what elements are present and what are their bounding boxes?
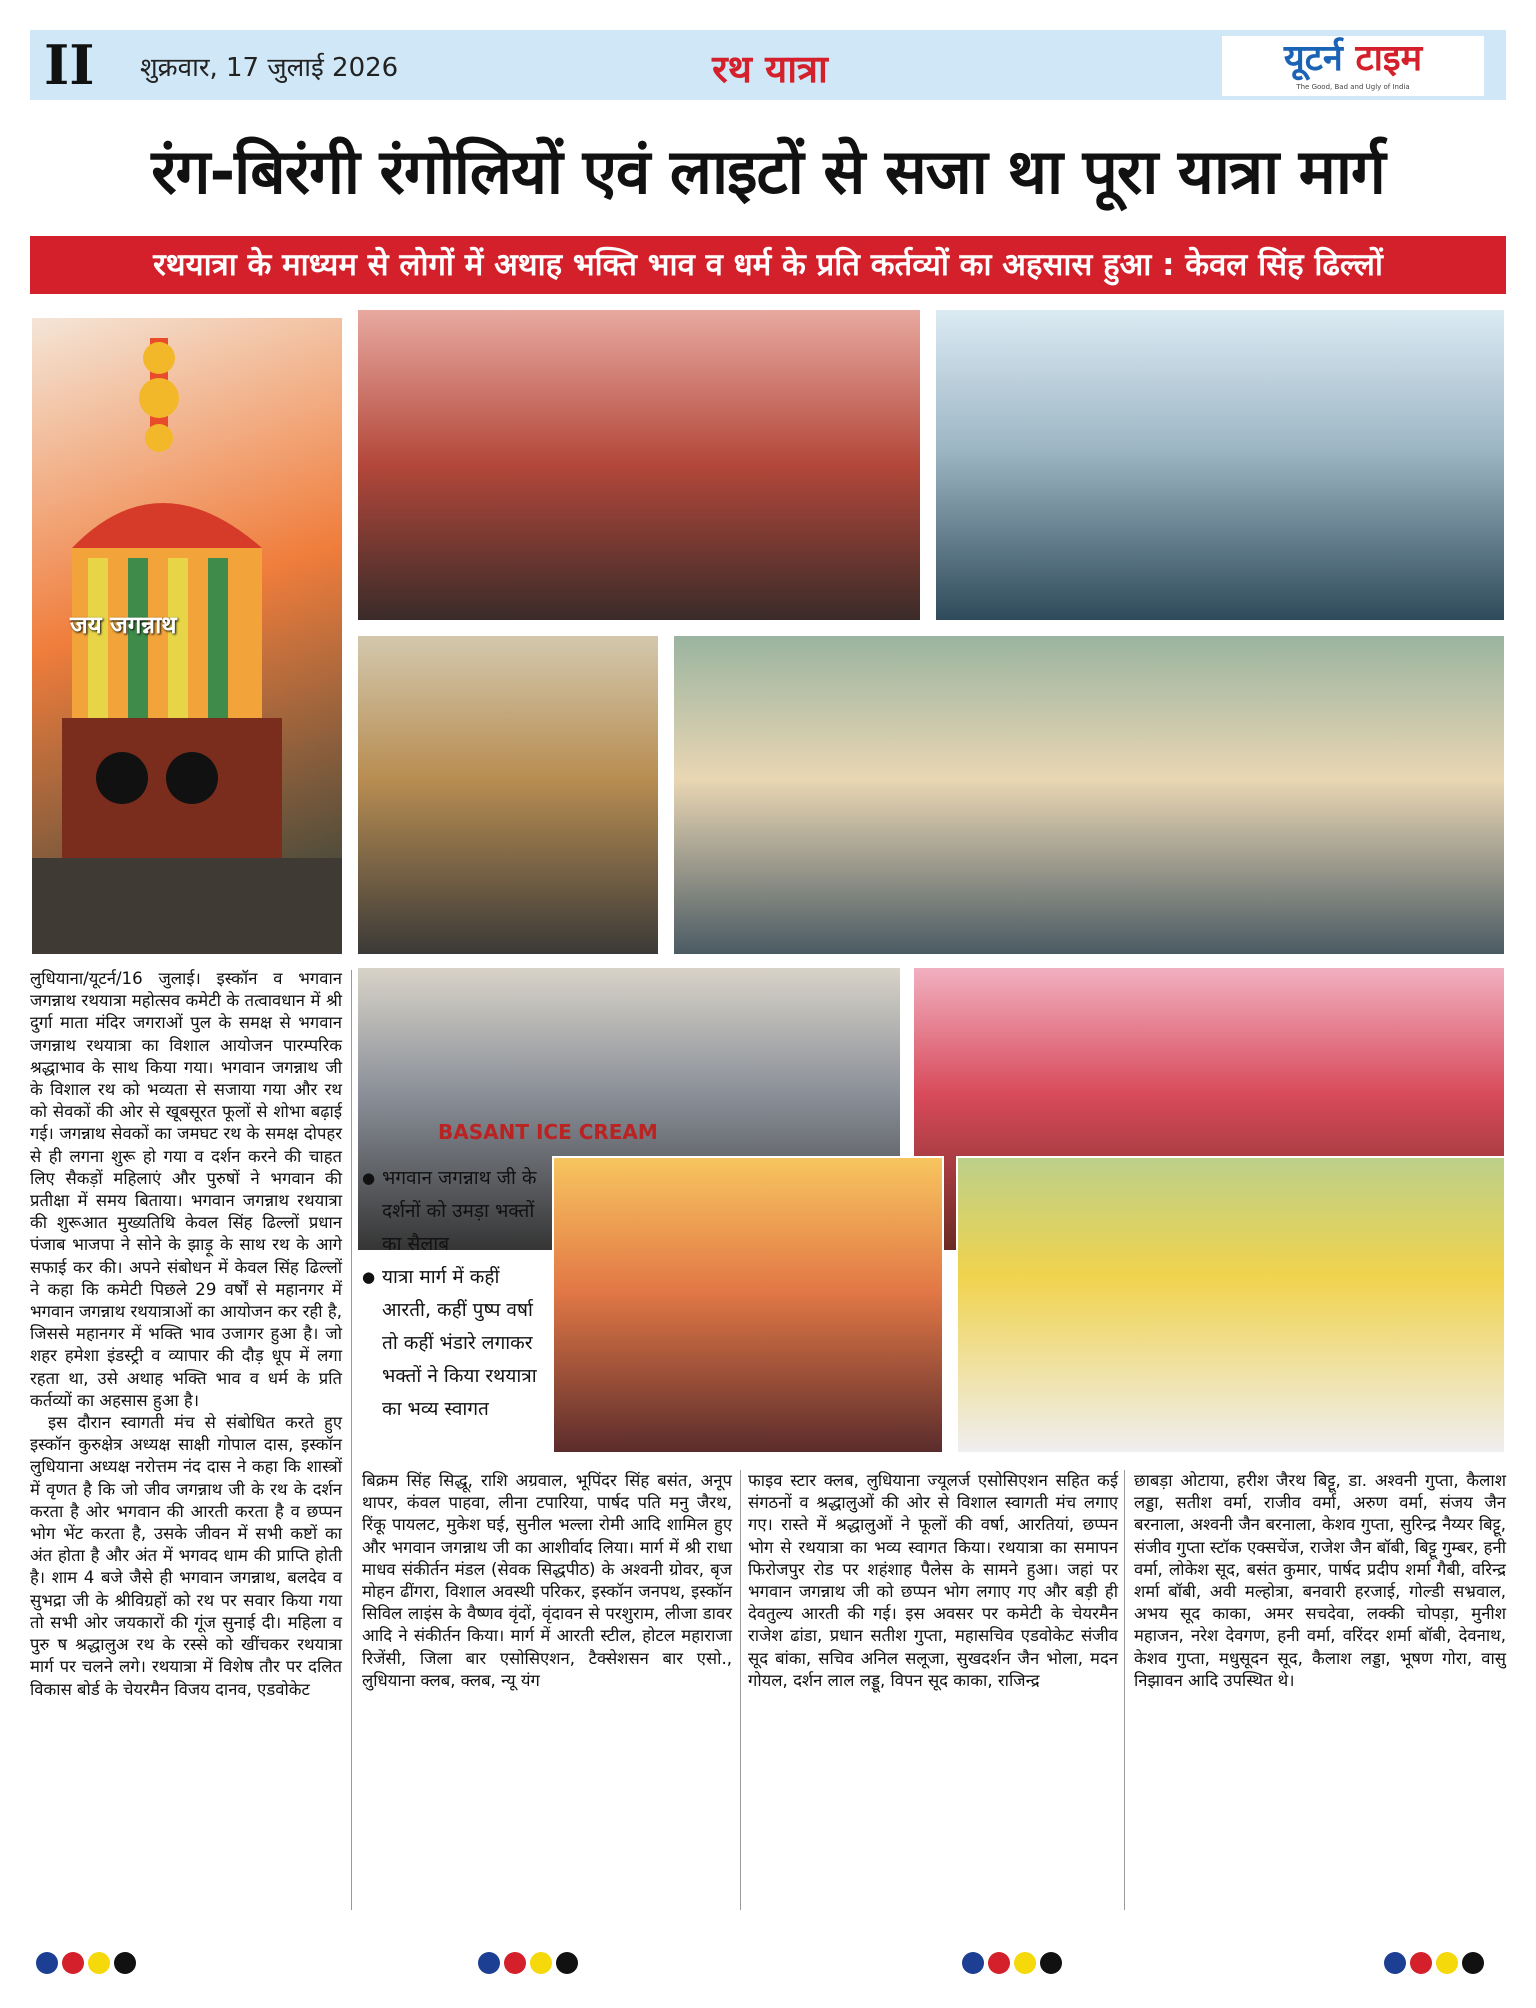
chariot-photo — [30, 316, 344, 956]
column-divider — [740, 1470, 741, 1910]
article-column-1 — [30, 968, 342, 1701]
registration-dot — [556, 1952, 578, 1974]
registration-marks — [36, 1952, 136, 1976]
registration-dot — [114, 1952, 136, 1974]
registration-dot — [478, 1952, 500, 1974]
three-guests-photo — [356, 634, 660, 956]
column-divider — [1124, 1470, 1125, 1910]
article-paragraph: इस दौरान स्वागती मंच से संबोधित करते हुए इस्कॉन कुरुक्षेत्र अध्यक्ष साक्षी गोपाल दास, इस्कॉन लुधियाना अध्यक्ष नरोत्तम नंद दास ने कहा कि शास्त्रों में वृणत है कि जो जीव जगन्नाथ जी के रथ के दर्शन करता है ओर भगवान की आरती करता है व छप्पन भोग भेंट करता है, उसके जीवन में सभी कष्टों का अंत होता है और अंत में भगवद धाम की प्राप्ति होती है। शाम 4 बजे जैसे ही भगवान जगन्नाथ, बलदेव व सुभद्रा जी के श्रीविग्रहों को रथ पर सवार किया गया तो सभी ओर जयकारों की गूंज सुनाई दी। महिला व पुरु ष श्रद्धालुअ रथ के रस्से को खींचकर रथयात्रा मार्ग पर चलने लगे। रथयात्रा में विशेष तौर पर दलित विकास बोर्ड के चेयरमैन विजय दानव, एडवोकेट — [30, 1413, 342, 1699]
page-number: II — [44, 33, 95, 97]
registration-marks — [962, 1952, 1062, 1976]
stage-guests-photo — [672, 634, 1506, 956]
registration-dot — [962, 1952, 984, 1974]
registration-dot — [1436, 1952, 1458, 1974]
article-paragraph: लुधियाना/यूटर्न/16 जुलाई। इस्कॉन व भगवान जगन्नाथ रथयात्रा महोत्सव कमेटी के तत्वावधान में श्री दुर्गा माता मंदिर जगराओं पुल के समक्ष से भगवान जगन्नाथ रथयात्रा का विशाल आयोजन पारम्परिक श्रद्धाभाव के साथ किया गया। भगवान जगन्नाथ जी के विशाल रथ को भव्यता से सजाया गया और रथ को सेवकों की ओर से खूबसूरत फूलों से शोभा बढ़ाई गई। जगन्नाथ सेवकों का जमघट रथ के समक्ष दोपहर से ही लगना शुरू हो गया व दर्शन करने की चाहत लिए सैकड़ों महिलाएं और पुरुषों ने भगवान की प्रतीक्षा में समय बिताया। भगवान जगन्नाथ रथयात्रा की शुरूआत मुख्यतिथि केवल सिंह ढिल्लों प्रधान पंजाब भाजपा ने सोने के झाड़ू के साथ रथ के आगे सफाई कर की। अपने संबोधन में केवल सिंह ढिल्लों ने कहा कि कमेटी पिछले 29 वर्षों से महानगर में भगवान जगन्नाथ रथयात्राओं का आयोजन कर रही है, जिससे महानगर में भक्ति भाव उजागर हुआ है। जो शहर हमेशा इंडस्ट्री व व्यापार की दौड़ धूप में लगा रहता था, उसे अथाह भक्ति भाव व धर्म के प्रति कर्तव्यों का अहसास हुआ है। — [30, 969, 342, 1410]
article-column-3 — [748, 1470, 1118, 1692]
newspaper-logo[interactable] — [1222, 36, 1484, 96]
family-photo — [934, 308, 1506, 622]
article-column-4 — [1134, 1470, 1506, 1692]
registration-dot — [36, 1952, 58, 1974]
article-column-2 — [362, 1470, 732, 1692]
registration-dot — [988, 1952, 1010, 1974]
logo-tagline: The Good, Bad and Ugly of India — [1296, 83, 1410, 91]
registration-dot — [1462, 1952, 1484, 1974]
sub-headline: रथयात्रा के माध्यम से लोगों में अथाह भक्ति भाव व धर्म के प्रति कर्तव्यों का अहसास हुआ : केवल सिंह ढिल्लों — [30, 236, 1506, 294]
section-title: रथ यात्रा — [712, 47, 828, 91]
registration-dot — [62, 1952, 84, 1974]
stall-sign-text: BASANT ICE CREAM — [438, 1120, 658, 1144]
logo-part1: यूटर्न — [1283, 38, 1343, 79]
logo-part2: टाइम — [1355, 38, 1423, 79]
column-divider — [351, 970, 352, 1910]
main-headline: रंग-बिरंगी रंगोलियों एवं लाइटों से सजा था पूरा यात्रा मार्ग — [151, 135, 1385, 208]
registration-dot — [88, 1952, 110, 1974]
registration-dot — [504, 1952, 526, 1974]
registration-dot — [1410, 1952, 1432, 1974]
registration-dot — [1014, 1952, 1036, 1974]
speaker-microphone-photo — [552, 1156, 944, 1454]
highlights-box — [362, 1162, 548, 1426]
highlight-item: ● भगवान जगन्नाथ जी के दर्शनों को उमड़ा भक्तों का सैलाब — [362, 1162, 548, 1261]
registration-dot — [1384, 1952, 1406, 1974]
highlight-item: ● यात्रा मार्ग में कहीं आरती, कहीं पुष्प वर्षा तो कहीं भंडारे लगाकर भक्तों ने किया रथयात्रा का भव्य स्वागत — [362, 1261, 548, 1426]
article-paragraph: बिक्रम सिंह सिद्धू, राशि अग्रवाल, भूपिंदर सिंह बसंत, अनूप थापर, कंवल पाहवा, लीना टपारिया, पार्षद पति मनु जैरथ, रिंकू पायलट, मुकेश घई, सुनील भल्ला रोमी आदि शामिल हुए और भगवान जगन्नाथ जी का आशीर्वाद लिया। मार्ग में श्री राधा माधव संकीर्तन मंडल (सेवक सिद्धपीठ) के अश्वनी ग्रोवर, बृज मोहन ढींगरा, विशाल अवस्थी परिकर, इस्कॉन जनपथ, इस्कॉन सिविल लाइंस के वैष्णव वृंदों, वृंदावन से परशुराम, लीजा डावर आदि ने संकीर्तन किया। मार्ग में आरती स्टील, होटल महाराजा रिजेंसी, जिला बार एसोसिएशन, टैक्सेशसन बार एसो., लुधियाना क्लब, क्लब, न्यू यंग — [362, 1471, 732, 1690]
article-paragraph: फाइव स्टार क्लब, लुधियाना ज्यूलर्ज एसोसिएशन सहित कई संगठनों व श्रद्धालुओं की ओर से विशाल स्वागती मंच लगाए गए। रास्ते में श्रद्धालुओं ने फूलों की वर्षा, आरतियां, छप्पन भोग से रथयात्रा का भव्य स्वागत किया। रथयात्रा का समापन फिरोजपुर रोड पर शहंशाह पैलेस के सामने हुआ। जहां पर भगवान जगन्नाथ जी को छप्पन भोग लगाए गए और बड़ी ही देवतुल्य आरती की गई। इस अवसर पर कमेटी के चेयरमैन राजेश ढांडा, प्रधान सतीश गुप्ता, महासचिव एडवोकेट संजीव सूद बांका, सचिव अनिल सलूजा, सुखदर्शन जैन भोला, मदन गोयल, दर्शन लाल लड्डू, विपन सूद काका, राजिन्द्र — [748, 1471, 1118, 1690]
issue-date: शुक्रवार, 17 जुलाई 2026 — [140, 53, 399, 83]
chariot-caption-text: जय जगन्नाथ — [70, 611, 177, 639]
registration-dot — [1040, 1952, 1062, 1974]
registration-marks — [1384, 1952, 1484, 1976]
dancers-photo — [956, 1156, 1506, 1454]
registration-marks — [478, 1952, 578, 1976]
dignitaries-photo-1 — [356, 308, 922, 622]
logo-text — [1222, 36, 1484, 82]
registration-dot — [530, 1952, 552, 1974]
article-paragraph: छाबड़ा ओटाया, हरीश जैरथ बिट्टू, डा. अश्वनी गुप्ता, कैलाश लड्डा, सतीश वर्मा, राजीव वर्मा, अरुण वर्मा, संजय जैन बरनाला, अश्वनी जैन बरनाला, केशव गुप्ता, सुरिन्द्र नैय्यर बिट्टू, संजीव गुप्ता स्टॉक एक्सचेंज, राजेश जैन बॉबी, बिट्टू गुम्बर, हनी वर्मा, लोकेश सूद, बसंत कुमार, पार्षद प्रदीप शर्मा गैबी, वरिन्द्र शर्मा बॉबी, अवी मल्होत्रा, बनवारी हरजाई, गोल्डी सभ्रवाल, अभय सूद काका, अमर सचदेवा, लक्की चोपड़ा, मुनीश महाजन, नरेश देवगण, हनी वर्मा, वरिंदर शर्मा बॉबी, देवनाथ, केशव गुप्ता, मधुसूदन सूद, कैलाश लड्डा, भूषण गोरा, वासु निझावन आदि उपस्थित थे। — [1134, 1471, 1506, 1690]
